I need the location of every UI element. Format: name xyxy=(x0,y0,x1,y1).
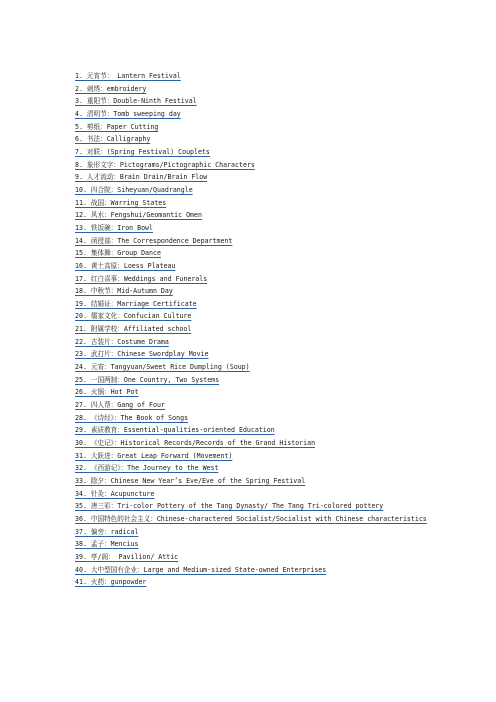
list-item xyxy=(75,171,435,184)
list-item xyxy=(75,336,435,349)
entry-text: 31. 大跃进：Great Leap Forward (Movement) xyxy=(75,451,233,460)
entry-text: 19. 结婚证：Marriage Certificate xyxy=(75,299,197,308)
entry-text: 22. 古装片：Costume Drama xyxy=(75,337,169,346)
list-item xyxy=(75,70,435,83)
list-item xyxy=(75,133,435,146)
list-item xyxy=(75,197,435,210)
entry-text: 13. 铁饭碗：Iron Bowl xyxy=(75,223,153,232)
entry-text: 24. 元宵：Tangyuan/Sweet Rice Dumpling (Soup) xyxy=(75,363,250,372)
list-item xyxy=(75,323,435,336)
entry-text: 17. 红白喜事：Weddings and Funerals xyxy=(75,274,208,283)
entry-text: 28. 《诗经》：The Book of Songs xyxy=(75,413,189,422)
entry-text: 20. 儒家文化：Confucian Culture xyxy=(75,312,192,321)
list-item xyxy=(75,437,435,450)
list-item xyxy=(75,247,435,260)
list-item xyxy=(75,184,435,197)
list-item xyxy=(75,488,435,501)
entry-text: 4. 清明节：Tomb sweeping day xyxy=(75,109,181,118)
entry-text: 7. 对联：(Spring Festival) Couplets xyxy=(75,147,210,156)
list-item xyxy=(75,386,435,399)
entry-text: 30. 《史记》：Historical Records/Records of the Grand Historian xyxy=(75,439,316,448)
entry-text: 27. 四人帮：Gang of Four xyxy=(75,401,165,410)
list-item xyxy=(75,108,435,121)
list-item xyxy=(75,564,435,577)
list-item xyxy=(75,310,435,323)
list-item xyxy=(75,424,435,437)
entry-text: 3. 重阳节：Double-Ninth Festival xyxy=(75,97,197,106)
entry-text: 6. 书法：Calligraphy xyxy=(75,135,151,144)
entry-text: 8. 象形文字：Pictograms/Pictographic Characters xyxy=(75,160,255,169)
entry-text: 12. 风水：Fengshui/Geomantic Omen xyxy=(75,211,202,220)
list-item xyxy=(75,235,435,248)
entry-text: 35. 唐三彩：Tri-color Pottery of the Tang Dynasty/ The Tang Tri-colored pottery xyxy=(75,502,384,511)
entry-text: 36. 中国特色的社会主义：Chinese-charactered Socialist/Socialist with Chinese characteristics xyxy=(75,514,427,523)
entry-text: 37. 偏旁：radical xyxy=(75,527,139,536)
entry-text: 14. 函授部：The Correspondence Department xyxy=(75,236,233,245)
list-item xyxy=(75,285,435,298)
entry-text: 10. 四合院：Siheyuan/Quadrangle xyxy=(75,185,193,194)
entry-text: 18. 中秋节：Mid-Autumn Day xyxy=(75,287,173,296)
list-item xyxy=(75,513,435,526)
entry-text: 9. 人才流动：Brain Drain/Brain Flow xyxy=(75,173,208,182)
list-item xyxy=(75,146,435,159)
entry-text: 39. 亭/阁： Pavilion/ Attic xyxy=(75,552,179,561)
document-body xyxy=(75,70,435,589)
entry-text: 34. 针灸：Acupuncture xyxy=(75,489,155,498)
entry-text: 40. 大中型国有企业：Large and Medium-sized State-owned Enterprises xyxy=(75,565,327,574)
list-item xyxy=(75,412,435,425)
entry-text: 16. 黄土高原：Loess Plateau xyxy=(75,261,176,270)
list-item xyxy=(75,121,435,134)
list-item xyxy=(75,450,435,463)
entry-text: 15. 集体舞：Group Dance xyxy=(75,249,161,258)
list-item xyxy=(75,462,435,475)
list-item xyxy=(75,298,435,311)
entry-text: 5. 剪纸：Paper Cutting xyxy=(75,122,159,131)
list-item xyxy=(75,348,435,361)
entry-text: 25. 一国两制：One Country, Two Systems xyxy=(75,375,220,384)
list-item xyxy=(75,222,435,235)
list-item xyxy=(75,526,435,539)
entry-text: 11. 战国：Warring States xyxy=(75,198,167,207)
entry-text: 29. 素质教育：Essential-qualities-oriented Education xyxy=(75,426,275,435)
entry-text: 1. 元宵节： Lantern Festival xyxy=(75,72,181,80)
list-item xyxy=(75,83,435,96)
entry-text: 41. 火药：gunpowder xyxy=(75,578,147,587)
list-item xyxy=(75,273,435,286)
entry-text: 26. 火锅：Hot Pot xyxy=(75,388,139,397)
list-item xyxy=(75,361,435,374)
entry-text: 21. 附属学校：Affiliated school xyxy=(75,325,192,334)
entry-text: 23. 武打片：Chinese Swordplay Movie xyxy=(75,350,209,359)
entry-text: 32. 《西游记》：The Journey to the West xyxy=(75,464,219,473)
list-item xyxy=(75,159,435,172)
entry-text: 38. 孟子：Mencius xyxy=(75,540,139,549)
list-item xyxy=(75,209,435,222)
list-item xyxy=(75,551,435,564)
list-item xyxy=(75,475,435,488)
list-item xyxy=(75,576,435,589)
list-item xyxy=(75,260,435,273)
list-item xyxy=(75,399,435,412)
list-item xyxy=(75,374,435,387)
list-item xyxy=(75,538,435,551)
list-item xyxy=(75,500,435,513)
entry-text: 2. 刺绣：embroidery xyxy=(75,84,147,93)
list-item xyxy=(75,95,435,108)
entry-text: 33. 除夕：Chinese New Year’s Eve/Eve of the Spring Festival xyxy=(75,477,306,485)
